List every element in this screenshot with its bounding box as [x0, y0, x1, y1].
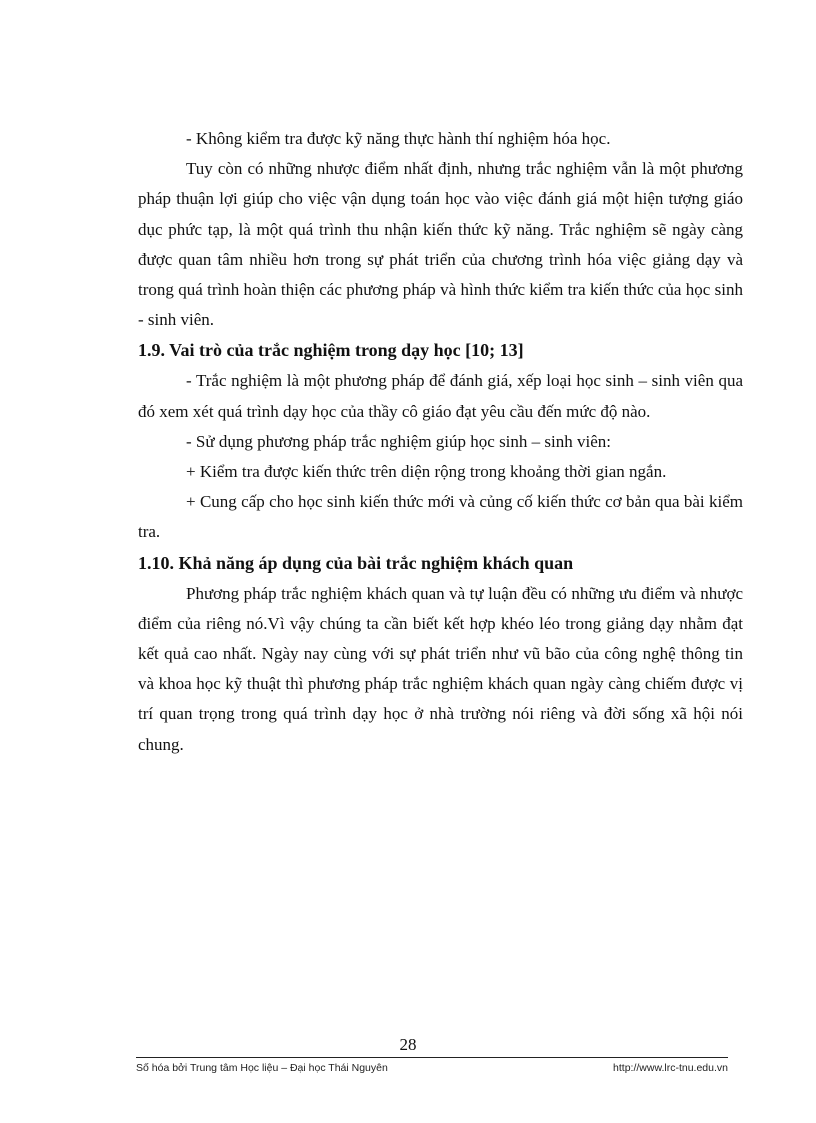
section-heading-1-9: 1.9. Vai trò của trắc nghiệm trong dạy học [10; 13]	[138, 340, 524, 361]
section-1-9-paragraph-2: - Sử dụng phương pháp trắc nghiệm giúp học sinh – sinh viên:	[186, 431, 611, 451]
section-1-9-paragraph-1: - Trắc nghiệm là một phương pháp để đánh giá, xếp loại học sinh – sinh viên qua đó xem xét quá trình dạy học của thầy cô giáo đạt yêu cầu đến mức độ nào.	[138, 371, 743, 421]
section-1-9-paragraph-3: + Kiểm tra được kiến thức trên diện rộng trong khoảng thời gian ngắn.	[186, 462, 667, 482]
intro-paragraph-2: Tuy còn có những nhược điểm nhất định, nhưng trắc nghiệm vẫn là một phương pháp thuận lợi giúp cho việc vận dụng toán học vào việc đánh giá một hiện tượng giáo dục phức tạp, là một quá trình thu nhận kiến thức kỹ năng. Trắc nghiệm sẽ ngày càng được quan tâm nhiều hơn trong sự phát triển của chương trình hóa việc giảng dạy và trong quá trình hoàn thiện các phương pháp và hình thức kiểm tra kiến thức của học sinh - sinh viên.	[138, 159, 743, 330]
footer-credit: Số hóa bởi Trung tâm Học liệu – Đại học Thái Nguyên	[136, 1062, 388, 1074]
footer-url: http://www.lrc-tnu.edu.vn	[613, 1062, 728, 1074]
section-1-10-paragraph-1: Phương pháp trắc nghiệm khách quan và tự luận đều có những ưu điểm và nhược điểm của riêng nó.Vì vậy chúng ta cần biết kết hợp khéo léo trong giảng dạy nhằm đạt kết quả cao nhất. Ngày nay cùng với sự phát triển như vũ bão của công nghệ thông tin và khoa học kỹ thuật thì phương pháp trắc nghiệm khách quan ngày càng chiếm được vị trí quan trọng trong quá trình dạy học ở nhà trường nói riêng và đời sống xã hội nói chung.	[138, 583, 743, 754]
footer-divider	[136, 1057, 728, 1058]
page-number: 28	[399, 1035, 417, 1054]
section-1-9-paragraph-4: + Cung cấp cho học sinh kiến thức mới và củng cố kiến thức cơ bản qua bài kiểm tra.	[138, 492, 743, 542]
page-body	[138, 124, 743, 760]
intro-paragraph-1: - Không kiểm tra được kỹ năng thực hành thí nghiệm hóa học.	[186, 129, 611, 148]
section-heading-1-10: 1.10. Khả năng áp dụng của bài trắc nghiệm khách quan	[138, 552, 574, 573]
